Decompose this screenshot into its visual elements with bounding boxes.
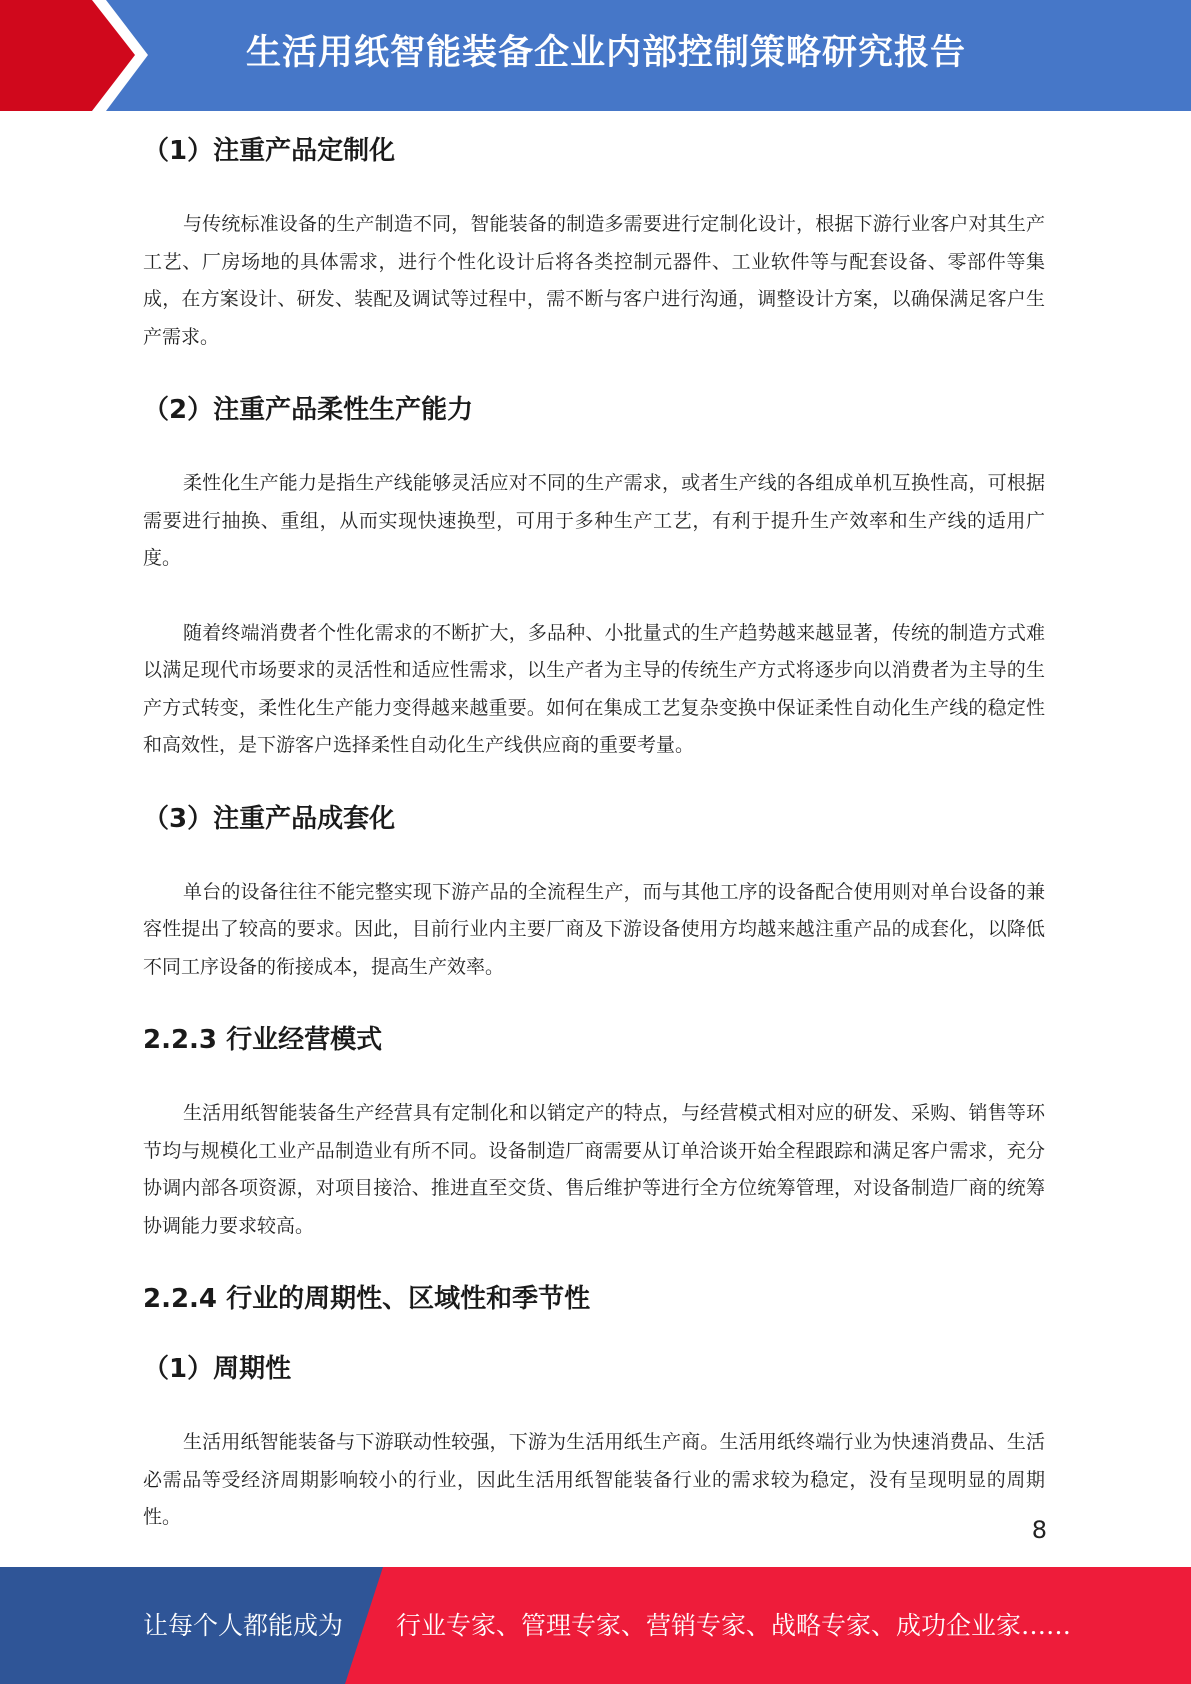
section-heading-flexible-production: （2）注重产品柔性生产能力 <box>143 395 474 425</box>
report-title: 生活用纸智能装备企业内部控制策略研究报告 <box>246 33 967 73</box>
paragraph-flexible-trend: 随着终端消费者个性化需求的不断扩大，多品种、小批量式的生产趋势越来越显著，传统的制造方式难以满足现代市场要求的灵活性和适应性需求，以生产者为主导的传统生产方式将逐步向以消费者为主导的生产方式转变，柔性化生产能力变得越来越重要。如何在集成工艺复杂变换中保证柔性自动化生产线的稳定性和高效性，是下游客户选择柔性自动化生产线供应商的重要考量。 <box>143 621 1045 756</box>
section-heading-complete-sets: （3）注重产品成套化 <box>143 803 396 834</box>
document-body <box>143 127 1045 1537</box>
header-arrow-decoration <box>0 0 160 111</box>
paragraph-customization: 与传统标准设备的生产制造不同，智能装备的制造多需要进行定制化设计，根据下游行业客户对其生产工艺、厂房场地的具体需求，进行个性化设计后将各类控制元器件、工业软件等与配套设备、零部件等集成，在方案设计、研发、装配及调试等过程中，需不断与客户进行沟通，调整设计方案，以确保满足客户生产需求。 <box>143 213 1045 348</box>
page-footer <box>0 1567 1191 1684</box>
page-number: 8 <box>1031 1516 1047 1544</box>
section-heading-periodicity: （1）周期性 <box>143 1354 292 1384</box>
page-header <box>0 0 1191 111</box>
paragraph-business-model: 生活用纸智能装备生产经营具有定制化和以销定产的特点，与经营模式相对应的研发、采购、销售等环节均与规模化工业产品制造业有所不同。设备制造厂商需要从订单洽谈开始全程跟踪和满足客户需求，充分协调内部各项资源，对项目接洽、推进直至交货、售后维护等进行全方位统筹管理，对设备制造厂商的统筹协调能力要求较高。 <box>143 1102 1045 1237</box>
header-red-chevron <box>0 0 148 111</box>
section-heading-cyclicality: 2.2.4 行业的周期性、区域性和季节性 <box>143 1284 591 1314</box>
footer-slogan-right: 行业专家、管理专家、营销专家、战略专家、成功企业家…… <box>396 1611 1072 1640</box>
footer-slogan-left: 让每个人都能成为 <box>143 1611 344 1640</box>
section-heading-business-model: 2.2.3 行业经营模式 <box>143 1025 383 1055</box>
paragraph-complete-sets: 单台的设备往往不能完整实现下游产品的全流程生产，而与其他工序的设备配合使用则对单台设备的兼容性提出了较高的要求。因此，目前行业内主要厂商及下游设备使用方均越来越注重产品的成套化，以降低不同工序设备的衔接成本，提高生产效率。 <box>143 880 1045 978</box>
paragraph-flexible-definition: 柔性化生产能力是指生产线能够灵活应对不同的生产需求，或者生产线的各组成单机互换性高，可根据需要进行抽换、重组，从而实现快速换型，可用于多种生产工艺，有利于提升生产效率和生产线的适用广度。 <box>143 472 1045 569</box>
paragraph-periodicity: 生活用纸智能装备与下游联动性较强，下游为生活用纸生产商。生活用纸终端行业为快速消费品、生活必需品等受经济周期影响较小的行业，因此生活用纸智能装备行业的需求较为稳定，没有呈现明显的周期性。 <box>143 1431 1045 1528</box>
section-heading-customization: （1）注重产品定制化 <box>143 136 396 166</box>
